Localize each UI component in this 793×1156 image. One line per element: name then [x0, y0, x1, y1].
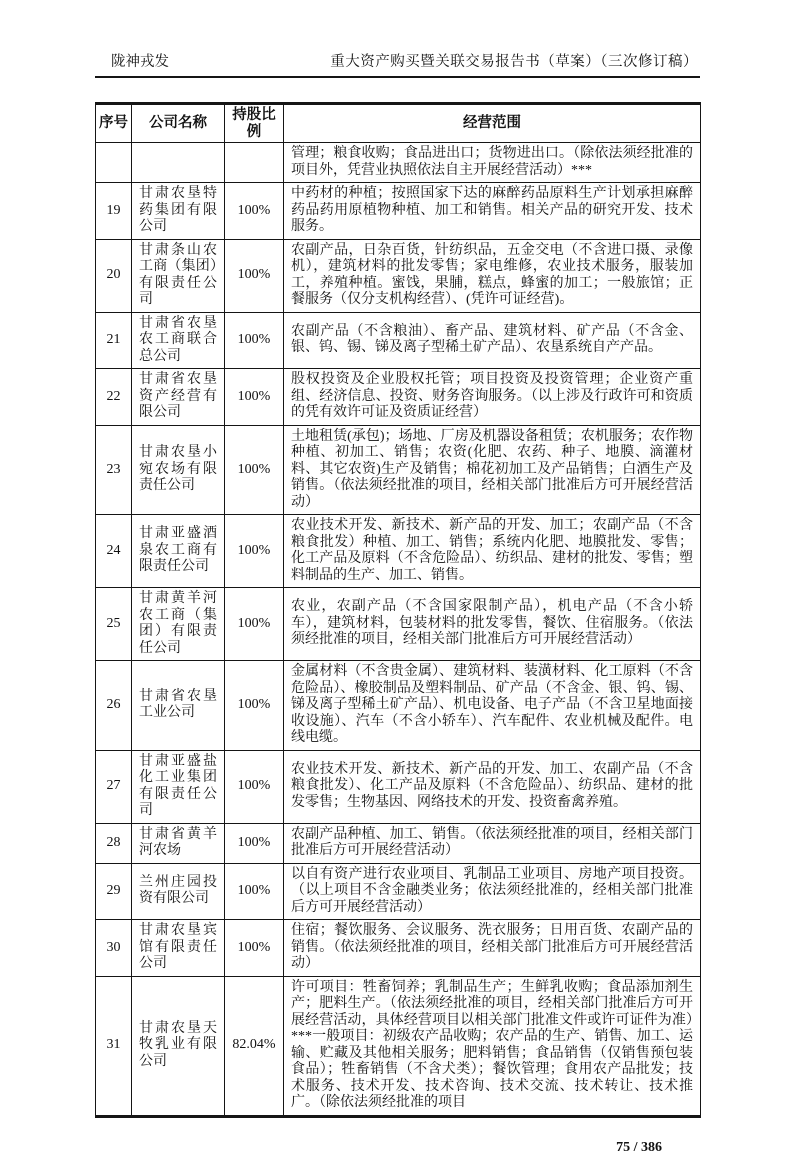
col-header-company: 公司名称 — [132, 104, 225, 143]
cell-company: 甘肃省黄羊河农场 — [132, 823, 225, 863]
cell-ratio: 100% — [225, 369, 284, 426]
cell-no: 24 — [96, 515, 132, 588]
cell-no: 27 — [96, 750, 132, 823]
cell-ratio: 100% — [225, 823, 284, 863]
cell-company: 兰州庄园投资有限公司 — [132, 863, 225, 920]
cell-scope: 许可项目：牲畜饲养；乳制品生产；生鲜乳收购；食品添加剂生产；肥料生产。（依法须经批准的项目，经相关部门批准后方可开展经营活动，具体经营项目以相关部门批准文件或许可证件为准）***一般项目：初级农产品收购；农产品的生产、销售、加工、运输、贮藏及其他相关服务；肥料销售；食品销售（仅销售预包装食品）；牲畜销售（不含犬类）；餐饮管理；食用农产品批发；技术服务、技术开发、技术咨询、技术交流、技术转让、技术推广。（除依法须经批准的项目 — [284, 976, 701, 1116]
cell-no: 20 — [96, 239, 132, 312]
cell-no: 29 — [96, 863, 132, 920]
cell-company: 甘肃亚盛酒泉农工商有限责任公司 — [132, 515, 225, 588]
table-row — [96, 143, 701, 183]
cell-company: 甘肃农垦宾馆有限责任公司 — [132, 920, 225, 977]
cell-company: 甘肃农垦特药集团有限公司 — [132, 183, 225, 240]
cell-ratio: 100% — [225, 588, 284, 661]
cell-scope: 土地租赁(承包)；场地、厂房及机器设备租赁；农机服务；农作物种植、初加工、销售；农资(化肥、农药、种子、地膜、滴灌材料、其它农资)生产及销售；棉花初加工及产品销售；白酒生产及销售。（依法须经批准的项目，经相关部门批准后方可开展经营活动） — [284, 425, 701, 515]
cell-scope: 股权投资及企业股权托管；项目投资及投资管理；企业资产重组、经济信息、投资、财务咨询服务。（以上涉及行政许可和资质的凭有效许可证及资质证经营） — [284, 369, 701, 426]
header-left-title: 陇神戎发 — [111, 54, 169, 70]
cell-no: 22 — [96, 369, 132, 426]
subsidiaries-table — [95, 102, 701, 1118]
running-header — [95, 50, 700, 78]
subsidiaries-table-wrap — [95, 102, 700, 1118]
cell-company: 甘肃农垦天牧乳业有限公司 — [132, 976, 225, 1116]
table-row — [96, 920, 701, 977]
cell-scope: 农业技术开发、新技术、新产品的开发、加工；农副产品（不含粮食批发）种植、加工、销售；系统内化肥、地膜批发、零售；化工产品及原料（不含危险品）、纺织品、建材的批发、零售；塑料制品的生产、加工、销售。 — [284, 515, 701, 588]
cell-company: 甘肃省农垦工业公司 — [132, 661, 225, 751]
col-header-scope: 经营范围 — [284, 104, 701, 143]
col-header-no: 序号 — [96, 104, 132, 143]
cell-scope: 住宿；餐饮服务、会议服务、洗衣服务；日用百货、农副产品的销售。（依法须经批准的项目，经相关部门批准后方可开展经营活动） — [284, 920, 701, 977]
cell-ratio: 100% — [225, 425, 284, 515]
cell-scope: 农副产品种植、加工、销售。（依法须经批准的项目，经相关部门批准后方可开展经营活动） — [284, 823, 701, 863]
table-row — [96, 183, 701, 240]
cell-ratio: 100% — [225, 312, 284, 369]
cell-scope: 农副产品，日杂百货，针纺织品，五金交电（不含进口摄、录像机），建筑材料的批发零售；家电维修，农业技术服务，服装加工，养殖种植。蜜饯，果脯，糕点，蜂蜜的加工；一般旅馆；正餐服务（仅分支机构经营）、(凭许可证经营)。 — [284, 239, 701, 312]
cell-no: 19 — [96, 183, 132, 240]
cell-company — [132, 143, 225, 183]
table-row — [96, 863, 701, 920]
header-right-title: 重大资产购买暨关联交易报告书（草案）（三次修订稿） — [330, 54, 698, 70]
cell-no: 21 — [96, 312, 132, 369]
table-header-row — [96, 104, 701, 143]
cell-no: 30 — [96, 920, 132, 977]
table-row — [96, 312, 701, 369]
cell-scope: 管理；粮食收购；食品进出口；货物进出口。（除依法须经批准的项目外，凭营业执照依法自主开展经营活动）*** — [284, 143, 701, 183]
table-row — [96, 369, 701, 426]
table-row — [96, 588, 701, 661]
cell-no: 26 — [96, 661, 132, 751]
table-row — [96, 239, 701, 312]
cell-ratio: 100% — [225, 920, 284, 977]
cell-ratio: 100% — [225, 863, 284, 920]
cell-ratio: 100% — [225, 750, 284, 823]
cell-ratio: 100% — [225, 239, 284, 312]
table-row — [96, 750, 701, 823]
cell-ratio: 100% — [225, 515, 284, 588]
cell-no: 23 — [96, 425, 132, 515]
cell-scope: 以自有资产进行农业项目、乳制品工业项目、房地产项目投资。（以上项目不含金融类业务；依法须经批准的，经相关部门批准后方可开展经营活动） — [284, 863, 701, 920]
col-header-ratio: 持股比例 — [225, 104, 284, 143]
cell-company: 甘肃亚盛盐化工业集团有限责任公司 — [132, 750, 225, 823]
table-row — [96, 425, 701, 515]
page-number: 75 / 386 — [616, 1139, 662, 1155]
cell-scope: 农业技术开发、新技术、新产品的开发、加工、农副产品（不含粮食批发）、化工产品及原料（不含危险品）、纺织品、建材的批发零售；生物基因、网络技术的开发、投资畜禽养殖。 — [284, 750, 701, 823]
cell-no: 31 — [96, 976, 132, 1116]
cell-ratio: 82.04% — [225, 976, 284, 1116]
cell-company: 甘肃农垦小宛农场有限责任公司 — [132, 425, 225, 515]
table-row — [96, 515, 701, 588]
cell-ratio: 100% — [225, 183, 284, 240]
cell-scope: 农副产品（不含粮油）、畜产品、建筑材料、矿产品（不含金、银、钨、锡、锑及离子型稀土矿产品）、农垦系统自产产品。 — [284, 312, 701, 369]
table-row — [96, 976, 701, 1116]
cell-no — [96, 143, 132, 183]
cell-ratio — [225, 143, 284, 183]
cell-ratio: 100% — [225, 661, 284, 751]
cell-scope: 金属材料（不含贵金属）、建筑材料、装潢材料、化工原料（不含危险品）、橡胶制品及塑料制品、矿产品（不含金、银、钨、锡、锑及离子型稀土矿产品）、机电设备、电子产品（不含卫星地面接收设施）、汽车（不含小轿车）、汽车配件、农业机械及配件。电线电缆。 — [284, 661, 701, 751]
cell-company: 甘肃黄羊河农工商（集团）有限责任公司 — [132, 588, 225, 661]
cell-company: 甘肃省农垦资产经营有限公司 — [132, 369, 225, 426]
cell-company: 甘肃条山农工商（集团）有限责任公司 — [132, 239, 225, 312]
cell-scope: 中药材的种植；按照国家下达的麻醉药品原料生产计划承担麻醉药品药用原植物种植、加工和销售。相关产品的研究开发、技术服务。 — [284, 183, 701, 240]
table-row — [96, 823, 701, 863]
cell-no: 28 — [96, 823, 132, 863]
cell-company: 甘肃省农垦农工商联合总公司 — [132, 312, 225, 369]
cell-scope: 农业，农副产品（不含国家限制产品），机电产品（不含小轿车），建筑材料，包装材料的批发零售，餐饮、住宿服务。（依法须经批准的项目，经相关部门批准后方可开展经营活动） — [284, 588, 701, 661]
table-row — [96, 661, 701, 751]
cell-no: 25 — [96, 588, 132, 661]
